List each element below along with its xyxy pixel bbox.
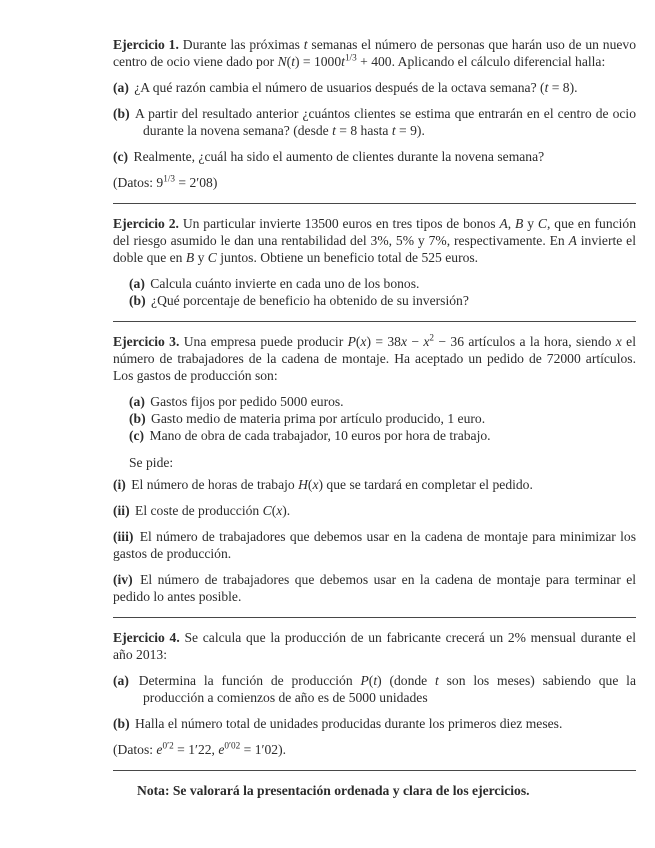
section-divider bbox=[113, 321, 636, 322]
item-tag: (c) bbox=[113, 149, 129, 164]
text-run: (Datos: $9^{1/3} = 2'08$) bbox=[113, 173, 218, 190]
paragraph bbox=[113, 174, 636, 191]
item-tag: (a) bbox=[113, 80, 129, 95]
text-run: Mano de obra de cada trabajador, 10 euros por hora de trabajo. bbox=[149, 428, 491, 443]
text-run: Halla el número total de unidades producidas durante los primeros diez meses. bbox=[135, 716, 563, 731]
text-run: ¿A qué razón cambia el número de usuarios después de la octava semana? (t = 8). bbox=[134, 80, 578, 95]
text-run: Realmente, ¿cuál ha sido el aumento de clientes durante la novena semana? bbox=[133, 149, 545, 164]
item-tag: (b) bbox=[113, 106, 130, 121]
item-tag: (a) bbox=[129, 276, 145, 291]
item-tag: (a) bbox=[129, 394, 145, 409]
exercise-paragraph bbox=[113, 629, 636, 663]
list-item bbox=[113, 502, 636, 519]
item-tag: (ii) bbox=[113, 503, 130, 518]
exercise-paragraph bbox=[113, 36, 636, 70]
item-tag: (b) bbox=[129, 293, 146, 308]
exercise-paragraph bbox=[113, 333, 636, 384]
exercise-paragraph bbox=[113, 215, 636, 266]
paragraph bbox=[113, 454, 636, 471]
list-item bbox=[113, 715, 636, 732]
list-item bbox=[113, 410, 636, 427]
section-divider bbox=[113, 770, 636, 771]
text-run: Se calcula que la producción de un fabricante crecerá un 2% mensual durante el año 2013: bbox=[113, 630, 636, 662]
text-run: A partir del resultado anterior ¿cuántos clientes se estima que entrarán en el centro de ocio durante la novena semana? (desde t = 8 hasta t = 9). bbox=[134, 106, 637, 138]
text-run: Nota: Se valorará la presentación ordenada y clara de los ejercicios. bbox=[137, 783, 530, 798]
item-tag: (iii) bbox=[113, 529, 134, 544]
item-tag: (i) bbox=[113, 477, 126, 492]
list-item bbox=[113, 571, 636, 605]
note-line bbox=[113, 782, 636, 799]
exercise-label: Ejercicio 4. bbox=[113, 630, 180, 645]
text-run: El número de trabajadores que debemos usar en la cadena de montaje para terminar el pedido lo antes posible. bbox=[113, 572, 637, 604]
document-page bbox=[113, 36, 636, 799]
item-tag: (iv) bbox=[113, 572, 133, 587]
exercise-label: Ejercicio 2. bbox=[113, 216, 179, 231]
text-run: Gasto medio de materia prima por artículo producido, 1 euro. bbox=[151, 411, 486, 426]
list-item bbox=[113, 672, 636, 706]
list-item bbox=[113, 148, 636, 165]
section-divider bbox=[113, 203, 636, 204]
item-tag: (a) bbox=[113, 673, 129, 688]
section-divider bbox=[113, 617, 636, 618]
text-run: Calcula cuánto invierte en cada uno de los bonos. bbox=[150, 276, 420, 291]
list-item bbox=[113, 393, 636, 410]
exercise-label: Ejercicio 1. bbox=[113, 37, 179, 52]
text-run: Determina la función de producción P(t) (donde t son los meses) sabiendo que la producción a comienzos de año es de 5000 unidades bbox=[138, 673, 636, 705]
item-tag: (c) bbox=[129, 428, 145, 443]
text-run: Gastos fijos por pedido 5000 euros. bbox=[150, 394, 344, 409]
list-item bbox=[113, 528, 636, 562]
paragraph bbox=[113, 741, 636, 758]
list-item bbox=[113, 292, 636, 309]
text-run: Una empresa puede producir $P(x) = 38x - x^2 - 36$ artículos a la hora, siendo x el número de trabajadores de la cadena de montaje. Ha aceptado un pedido de 72000 artículos. Los gastos de producción son: bbox=[113, 332, 636, 383]
list-item bbox=[113, 427, 636, 444]
item-tag: (b) bbox=[113, 716, 130, 731]
text-run: ¿Qué porcentaje de beneficio ha obtenido de su inversión? bbox=[151, 293, 469, 308]
text-run: El número de horas de trabajo H(x) que se tardará en completar el pedido. bbox=[131, 477, 533, 492]
text-run: (Datos: $e^{0'2} = 1'22$, $e^{0'02} = 1'02$). bbox=[113, 740, 287, 757]
list-item bbox=[113, 79, 636, 96]
item-tag: (b) bbox=[129, 411, 146, 426]
exercise-label: Ejercicio 3. bbox=[113, 334, 180, 349]
list-item bbox=[113, 105, 636, 139]
text-run: El coste de producción C(x). bbox=[135, 503, 291, 518]
text-run: Durante las próximas t semanas el número de personas que harán uso de un nuevo centro de ocio viene dado por $N(t) = 1000t^{1/3} + 400$. Aplicando el cálculo diferencial halla: bbox=[113, 37, 637, 69]
text-run: El número de trabajadores que debemos usar en la cadena de montaje para minimizar los gastos de producción. bbox=[113, 529, 636, 561]
list-item bbox=[113, 476, 636, 493]
text-run: Se pide: bbox=[129, 455, 174, 470]
text-run: Un particular invierte 13500 euros en tres tipos de bonos A, B y C, que en función del riesgo asumido le dan una rentabilidad del 3%, 5% y 7%, respectivamente. En A invierte el doble que en B y C juntos. Obtiene un beneficio total de 525 euros. bbox=[113, 216, 637, 265]
list-item bbox=[113, 275, 636, 292]
